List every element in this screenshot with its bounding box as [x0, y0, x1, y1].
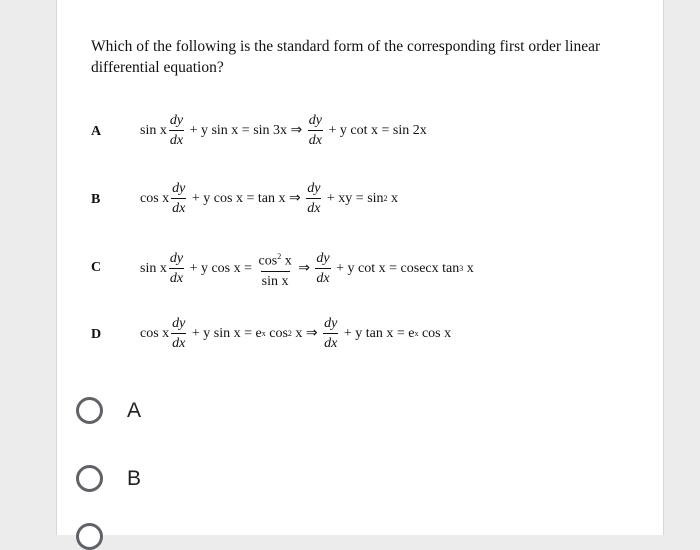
eq-c-part3: + y cot x = cosecx tan [332, 260, 460, 276]
eq-d-frac1: $\frac{dy}{dx}$ [172, 316, 186, 351]
option-letter-b: B [91, 192, 101, 207]
eq-a-part1: sin x [140, 122, 167, 138]
choice-b-label[interactable]: B [127, 466, 142, 490]
choice-c-partial[interactable] [76, 523, 103, 550]
eq-d-frac2: $\frac{dy}{dx}$ [324, 316, 338, 351]
equation-c: sin x $\frac{dy}{dx}$ + y cos x = $\frac{\cos^2 x}{\text{sin x}}$ ⇒ $\frac{dy}{dx}$ + y cot x = cosecx tan 3 x [140, 249, 474, 289]
eq-c-frac3: $\frac{\cos^2 x}{\text{sin x}}$ [258, 252, 292, 289]
eq-b-part2: + y cos x = tan x ⇒ [188, 191, 305, 206]
equation-a [140, 113, 427, 148]
eq-a-part3: + y cot x = sin 2x [324, 122, 427, 138]
eq-a-part2: + y sin x = sin 3x ⇒ [186, 123, 306, 138]
eq-c-part1: sin x [140, 260, 167, 276]
eq-d-part2: + y sin x = e [188, 325, 262, 341]
equation-b: cos x $\frac{dy}{dx}$ + y cos x = tan x ⇒ $\frac{dy}{dx}$ + xy = sin 2 x [140, 181, 399, 216]
question-text: Which of the following is the standard form of the corresponding first order linear differential equation? [91, 38, 601, 76]
eq-b-frac2: $\frac{dy}{dx}$ [307, 181, 321, 216]
eq-c-frac1: $\frac{dy}{dx}$ [169, 251, 184, 287]
radio-button-c[interactable] [76, 523, 103, 550]
eq-a-frac1: $\frac{dy}{dx}$ [169, 113, 184, 148]
choice-a[interactable] [76, 397, 141, 424]
choice-a-label[interactable]: A [127, 398, 142, 422]
option-letter-c: C [91, 260, 102, 275]
eq-c-part2b: ⇒ [294, 261, 314, 277]
radio-button-b[interactable] [76, 465, 103, 492]
eq-b-part1: cos x [140, 190, 170, 206]
option-letter-a: A [91, 124, 102, 139]
eq-b-part3: + xy = sin [323, 190, 384, 206]
eq-d-part1: cos x [140, 325, 170, 341]
eq-c-frac2: $\frac{dy}{dx}$ [316, 251, 330, 287]
equation-d: cos x $\frac{dy}{dx}$ + y sin x = e x cos 2 x ⇒ $\frac{dy}{dx}$ + y tan x = e x cos x [140, 316, 452, 351]
option-letter-d: D [91, 327, 102, 342]
choice-b[interactable] [76, 465, 141, 492]
radio-button-a[interactable] [76, 397, 103, 424]
eq-b-frac1: $\frac{dy}{dx}$ [172, 181, 186, 216]
eq-d-part3: + y tan x = e [340, 325, 415, 341]
eq-c-part2: + y cos x = [186, 260, 256, 276]
eq-a-frac2: $\frac{dy}{dx}$ [308, 113, 322, 148]
